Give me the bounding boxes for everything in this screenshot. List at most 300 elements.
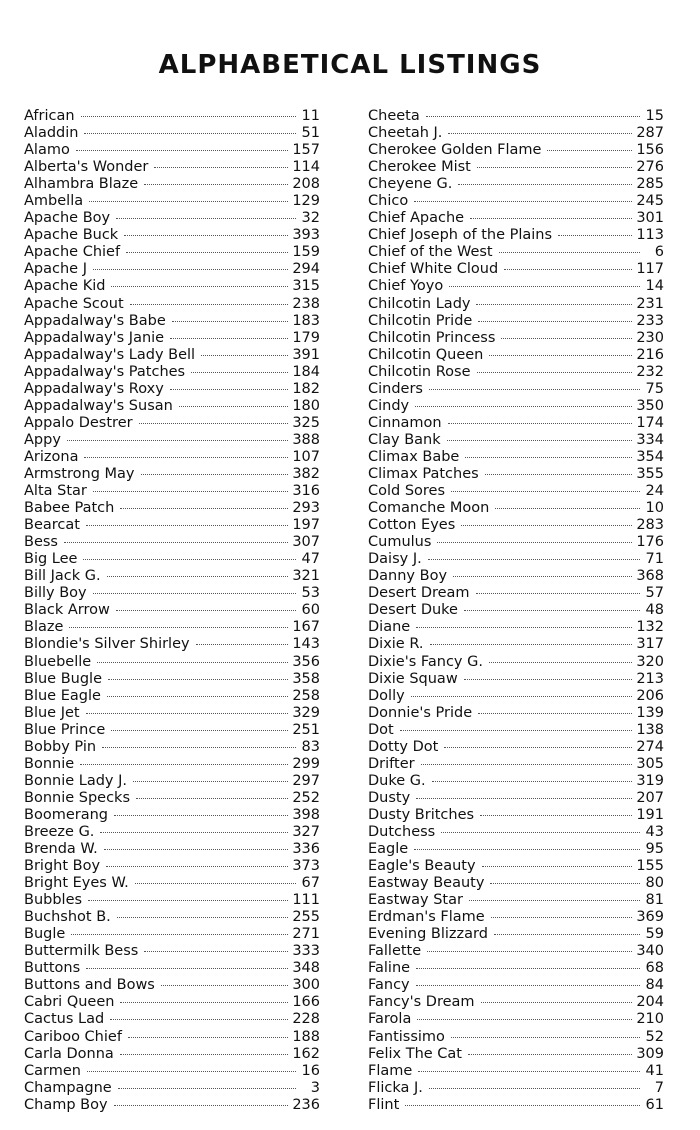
entry-page-number: 188 — [292, 1028, 320, 1045]
entry-page-number: 52 — [645, 1028, 664, 1045]
dot-leader — [88, 900, 288, 901]
listing-entry — [24, 1029, 320, 1046]
entry-name: Black Arrow — [24, 602, 110, 619]
listing-entry — [24, 602, 320, 619]
entry-name: Apache Chief — [24, 244, 121, 261]
entry-page-number: 41 — [645, 1062, 664, 1079]
listing-entry — [24, 330, 320, 347]
entry-name: Cariboo Chief — [24, 1028, 122, 1045]
entry-name: Dixie Squaw — [368, 670, 458, 687]
listing-entry — [24, 210, 320, 227]
entry-page-number: 80 — [645, 875, 664, 892]
entry-page-number: 157 — [292, 142, 320, 159]
listing-entry — [368, 364, 664, 381]
listing-entry — [368, 858, 664, 875]
entry-page-number: 356 — [292, 653, 320, 670]
dot-leader — [154, 167, 288, 168]
dot-leader — [133, 781, 288, 782]
entry-name: Appadalway's Roxy — [24, 380, 164, 397]
listing-entry — [24, 807, 320, 824]
entry-page-number: 293 — [292, 500, 320, 517]
listing-entry — [368, 654, 664, 671]
entry-name: African — [24, 108, 75, 124]
entry-name: Bright Eyes W. — [24, 875, 129, 892]
entry-name: Alberta's Wonder — [24, 159, 149, 176]
entry-name: Chilcotin Pride — [368, 312, 473, 329]
entry-name: Champ Boy — [24, 1096, 108, 1113]
entry-page-number: 297 — [292, 772, 320, 789]
page-title: ALPHABETICAL LISTINGS — [158, 50, 542, 80]
entry-name: Apache J — [24, 261, 87, 278]
listing-entry — [368, 994, 664, 1011]
entry-page-number: 143 — [292, 636, 320, 653]
listing-entry — [368, 517, 664, 534]
dot-leader — [76, 150, 288, 151]
listing-entry — [368, 977, 664, 994]
dot-leader — [416, 985, 640, 986]
entry-page-number: 329 — [292, 704, 320, 721]
entry-page-number: 48 — [645, 602, 664, 619]
listing-entry — [368, 1046, 664, 1063]
dot-leader — [141, 474, 289, 475]
dot-leader — [191, 372, 288, 373]
entry-name: Aladdin — [24, 125, 79, 142]
dot-leader — [93, 269, 288, 270]
listing-entry — [24, 278, 320, 295]
listing-entry — [24, 909, 320, 926]
entry-page-number: 67 — [301, 875, 320, 892]
dot-leader — [411, 696, 633, 697]
dot-leader — [126, 252, 288, 253]
entry-page-number: 139 — [636, 704, 664, 721]
entry-page-number: 15 — [645, 108, 664, 124]
entry-name: Cumulus — [368, 534, 432, 551]
entry-page-number: 95 — [645, 841, 664, 858]
entry-page-number: 32 — [301, 210, 320, 227]
dot-leader — [118, 1088, 296, 1089]
dot-leader — [71, 934, 288, 935]
listing-entry — [368, 432, 664, 449]
listing-entry — [24, 364, 320, 381]
listing-entry — [368, 125, 664, 142]
entry-page-number: 159 — [292, 244, 320, 261]
entry-name: Erdman's Flame — [368, 909, 485, 926]
listing-entry — [368, 773, 664, 790]
entry-page-number: 393 — [292, 227, 320, 244]
entry-name: Alhambra Blaze — [24, 176, 139, 193]
listing-entry — [368, 210, 664, 227]
listing-entry — [24, 296, 320, 313]
entry-page-number: 358 — [292, 670, 320, 687]
listing-entry — [24, 176, 320, 193]
listing-entry — [24, 654, 320, 671]
entry-name: Chilcotin Princess — [368, 329, 496, 346]
entry-page-number: 327 — [292, 823, 320, 840]
dot-leader — [117, 917, 289, 918]
dot-leader — [114, 815, 288, 816]
entry-page-number: 382 — [292, 465, 320, 482]
listing-entry — [368, 909, 664, 926]
entry-page-number: 355 — [636, 465, 664, 482]
entry-page-number: 255 — [292, 909, 320, 926]
entry-page-number: 71 — [645, 551, 664, 568]
listing-entry — [24, 500, 320, 517]
dot-leader — [491, 917, 633, 918]
listing-entry — [24, 1046, 320, 1063]
listing-entry — [368, 142, 664, 159]
dot-leader — [448, 133, 632, 134]
entry-name: Chilcotin Queen — [368, 346, 484, 363]
dot-leader — [426, 116, 640, 117]
listing-entry — [24, 722, 320, 739]
entry-name: Bluebelle — [24, 653, 92, 670]
entry-name: Carla Donna — [24, 1045, 114, 1062]
entry-name: Bill Jack G. — [24, 568, 101, 585]
entry-page-number: 305 — [636, 755, 664, 772]
dot-leader — [144, 184, 288, 185]
entry-page-number: 107 — [292, 448, 320, 465]
entry-name: Eastway Beauty — [368, 875, 485, 892]
dot-leader — [432, 781, 633, 782]
entry-name: Fantissimo — [368, 1028, 445, 1045]
entry-page-number: 316 — [292, 483, 320, 500]
entry-name: Comanche Moon — [368, 500, 490, 517]
dot-leader — [448, 423, 633, 424]
dot-leader — [451, 1037, 640, 1038]
entry-name: Cactus Lad — [24, 1011, 105, 1028]
entry-name: Chief Joseph of the Plains — [368, 227, 553, 244]
listing-entry — [368, 739, 664, 756]
listing-entry — [24, 449, 320, 466]
entry-page-number: 231 — [636, 295, 664, 312]
listing-entry — [368, 261, 664, 278]
listing-entry — [24, 142, 320, 159]
entry-name: Cinders — [368, 380, 423, 397]
dot-leader — [84, 457, 288, 458]
listing-entry — [24, 705, 320, 722]
dot-leader — [485, 474, 633, 475]
listing-entry — [368, 449, 664, 466]
listing-entry — [368, 483, 664, 500]
dot-leader — [93, 593, 296, 594]
entry-name: Big Lee — [24, 551, 78, 568]
dot-leader — [128, 1037, 288, 1038]
listing-entry — [24, 1063, 320, 1080]
entry-name: Duke G. — [368, 772, 426, 789]
listing-entry — [24, 398, 320, 415]
listing-entry — [24, 415, 320, 432]
entry-page-number: 68 — [645, 960, 664, 977]
entry-name: Fancy's Dream — [368, 994, 475, 1011]
entry-page-number: 319 — [636, 772, 664, 789]
listing-entry — [368, 756, 664, 773]
entry-name: Bobby Pin — [24, 738, 97, 755]
dot-leader — [102, 747, 296, 748]
listing-entry — [368, 278, 664, 295]
entry-page-number: 307 — [292, 534, 320, 551]
right-column — [368, 108, 664, 1114]
entry-name: Cabri Queen — [24, 994, 115, 1011]
listing-entry — [368, 534, 664, 551]
entry-name: Apache Buck — [24, 227, 119, 244]
entry-page-number: 179 — [292, 329, 320, 346]
dot-leader — [81, 116, 296, 117]
entry-page-number: 197 — [292, 517, 320, 534]
dot-leader — [144, 951, 288, 952]
listing-entry — [24, 244, 320, 261]
entry-name: Brenda W. — [24, 841, 98, 858]
dot-leader — [547, 150, 632, 151]
entry-name: Cindy — [368, 397, 410, 414]
listing-entry — [24, 841, 320, 858]
entry-name: Dixie R. — [368, 636, 424, 653]
listing-entry — [368, 347, 664, 364]
dot-leader — [478, 321, 632, 322]
entry-name: Buttons and Bows — [24, 977, 155, 994]
entry-name: Dixie's Fancy G. — [368, 653, 483, 670]
dot-leader — [111, 286, 288, 287]
listing-entry — [368, 398, 664, 415]
entry-name: Alta Star — [24, 483, 87, 500]
entry-page-number: 251 — [292, 721, 320, 738]
dot-leader — [179, 406, 288, 407]
entry-name: Cheetah J. — [368, 125, 443, 142]
listing-entry — [368, 296, 664, 313]
listing-entry — [368, 313, 664, 330]
dot-leader — [83, 559, 296, 560]
entry-page-number: 369 — [636, 909, 664, 926]
dot-leader — [104, 849, 289, 850]
listing-entry — [24, 517, 320, 534]
dot-leader — [429, 1088, 640, 1089]
entry-page-number: 321 — [292, 568, 320, 585]
dot-leader — [139, 423, 289, 424]
entry-page-number: 117 — [636, 261, 664, 278]
entry-page-number: 166 — [292, 994, 320, 1011]
entry-page-number: 81 — [645, 892, 664, 909]
listing-entry — [368, 176, 664, 193]
entry-page-number: 309 — [636, 1045, 664, 1062]
listing-entry — [24, 977, 320, 994]
listing-entry — [24, 756, 320, 773]
entry-name: Daisy J. — [368, 551, 422, 568]
dot-leader — [416, 798, 632, 799]
dot-leader — [458, 184, 632, 185]
entry-page-number: 252 — [292, 789, 320, 806]
dot-leader — [477, 372, 633, 373]
listing-entry — [24, 926, 320, 943]
entry-name: Diane — [368, 619, 411, 636]
entry-page-number: 180 — [292, 397, 320, 414]
entry-page-number: 398 — [292, 806, 320, 823]
dot-leader — [405, 1105, 640, 1106]
dot-leader — [489, 662, 632, 663]
entry-name: Chilcotin Rose — [368, 363, 471, 380]
dot-leader — [201, 355, 288, 356]
dot-leader — [107, 576, 289, 577]
entry-page-number: 174 — [636, 414, 664, 431]
entry-name: Appadalway's Susan — [24, 397, 173, 414]
listing-entry — [24, 108, 320, 125]
entry-page-number: 75 — [645, 380, 664, 397]
entry-page-number: 373 — [292, 858, 320, 875]
dot-leader — [421, 764, 633, 765]
dot-leader — [428, 559, 640, 560]
dot-leader — [170, 389, 288, 390]
entry-name: Bonnie — [24, 755, 75, 772]
entry-name: Blaze — [24, 619, 64, 636]
entry-page-number: 47 — [301, 551, 320, 568]
listing-entry — [368, 415, 664, 432]
entry-name: Appadalway's Babe — [24, 312, 166, 329]
entry-page-number: 59 — [645, 926, 664, 943]
dot-leader — [172, 321, 289, 322]
entry-name: Danny Boy — [368, 568, 448, 585]
entry-page-number: 317 — [636, 636, 664, 653]
entry-page-number: 300 — [292, 977, 320, 994]
listing-entry — [368, 722, 664, 739]
entry-page-number: 320 — [636, 653, 664, 670]
listing-entry — [368, 841, 664, 858]
entry-name: Blondie's Silver Shirley — [24, 636, 190, 653]
entry-page-number: 184 — [292, 363, 320, 380]
listing-entry — [24, 261, 320, 278]
entry-page-number: 156 — [636, 142, 664, 159]
dot-leader — [418, 1071, 640, 1072]
dot-leader — [477, 167, 632, 168]
listing-entry — [368, 330, 664, 347]
dot-leader — [490, 883, 640, 884]
entry-name: Desert Duke — [368, 602, 458, 619]
dot-leader — [136, 798, 288, 799]
entry-page-number: 53 — [301, 585, 320, 602]
listing-entry — [368, 636, 664, 653]
dot-leader — [108, 679, 288, 680]
listing-entry — [368, 466, 664, 483]
dot-leader — [97, 662, 288, 663]
listing-entry — [368, 585, 664, 602]
dot-leader — [468, 1054, 632, 1055]
dot-leader — [86, 713, 289, 714]
dot-leader — [494, 934, 640, 935]
entry-name: Flicka J. — [368, 1079, 423, 1096]
listing-entry — [24, 994, 320, 1011]
dot-leader — [80, 764, 288, 765]
listing-entry — [24, 824, 320, 841]
entry-name: Cinnamon — [368, 414, 442, 431]
listing-entry — [368, 892, 664, 909]
listing-entry — [24, 858, 320, 875]
listing-entry — [368, 108, 664, 125]
entry-page-number: 236 — [292, 1096, 320, 1113]
entry-name: Chief Apache — [368, 210, 465, 227]
listing-entry — [368, 551, 664, 568]
entry-page-number: 334 — [636, 431, 664, 448]
listing-entry — [24, 892, 320, 909]
listing-entry — [368, 1011, 664, 1028]
entry-name: Apache Scout — [24, 295, 124, 312]
dot-leader — [437, 542, 632, 543]
entry-name: Champagne — [24, 1079, 112, 1096]
listing-entry — [368, 807, 664, 824]
entry-page-number: 258 — [292, 687, 320, 704]
dot-leader — [106, 866, 288, 867]
listing-entry — [368, 568, 664, 585]
entry-page-number: 348 — [292, 960, 320, 977]
entry-name: Cherokee Mist — [368, 159, 471, 176]
entry-name: Ambella — [24, 193, 84, 210]
entry-name: Bonnie Specks — [24, 789, 131, 806]
dot-leader — [441, 832, 640, 833]
entry-page-number: 43 — [645, 823, 664, 840]
listing-entry — [368, 1063, 664, 1080]
dot-leader — [430, 644, 633, 645]
entry-name: Appadalway's Janie — [24, 329, 165, 346]
listing-entry — [24, 534, 320, 551]
entry-page-number: 228 — [292, 1011, 320, 1028]
entry-name: Buttermilk Bess — [24, 943, 139, 960]
listing-entry — [24, 568, 320, 585]
left-column — [24, 108, 320, 1114]
entry-name: Cheeta — [368, 108, 420, 124]
dot-leader — [501, 338, 632, 339]
entry-page-number: 325 — [292, 414, 320, 431]
entry-name: Eagle — [368, 841, 409, 858]
listing-entry — [24, 313, 320, 330]
listing-entry — [368, 602, 664, 619]
entry-name: Faline — [368, 960, 411, 977]
entry-name: Bright Boy — [24, 858, 101, 875]
listing-entry — [24, 739, 320, 756]
dot-leader — [476, 593, 640, 594]
entry-name: Eastway Star — [368, 892, 463, 909]
entry-page-number: 283 — [636, 517, 664, 534]
dot-leader — [465, 457, 632, 458]
entry-name: Appadalway's Lady Bell — [24, 346, 196, 363]
entry-name: Cotton Eyes — [368, 517, 456, 534]
entry-page-number: 11 — [301, 108, 320, 124]
entry-page-number: 7 — [654, 1079, 664, 1096]
listing-entry — [368, 875, 664, 892]
entry-page-number: 315 — [292, 278, 320, 295]
entry-name: Bonnie Lady J. — [24, 772, 128, 789]
listing-entry — [24, 1011, 320, 1028]
entry-name: Buttons — [24, 960, 81, 977]
dot-leader — [414, 849, 640, 850]
entry-page-number: 287 — [636, 125, 664, 142]
entry-page-number: 3 — [310, 1079, 320, 1096]
dot-leader — [427, 951, 632, 952]
entry-name: Apache Kid — [24, 278, 106, 295]
entry-name: Buchshot B. — [24, 909, 111, 926]
entry-page-number: 111 — [292, 892, 320, 909]
entry-name: Blue Prince — [24, 721, 106, 738]
entry-page-number: 299 — [292, 755, 320, 772]
dot-leader — [481, 1002, 633, 1003]
entry-name: Climax Patches — [368, 465, 479, 482]
listing-entry — [24, 773, 320, 790]
dot-leader — [120, 508, 288, 509]
listing-entry — [368, 159, 664, 176]
entry-name: Appadalway's Patches — [24, 363, 186, 380]
listing-entry — [368, 500, 664, 517]
dot-leader — [469, 900, 640, 901]
listing-entry — [368, 824, 664, 841]
entry-page-number: 274 — [636, 738, 664, 755]
listing-entry — [368, 193, 664, 210]
dot-leader — [87, 1071, 296, 1072]
listing-entry — [24, 551, 320, 568]
